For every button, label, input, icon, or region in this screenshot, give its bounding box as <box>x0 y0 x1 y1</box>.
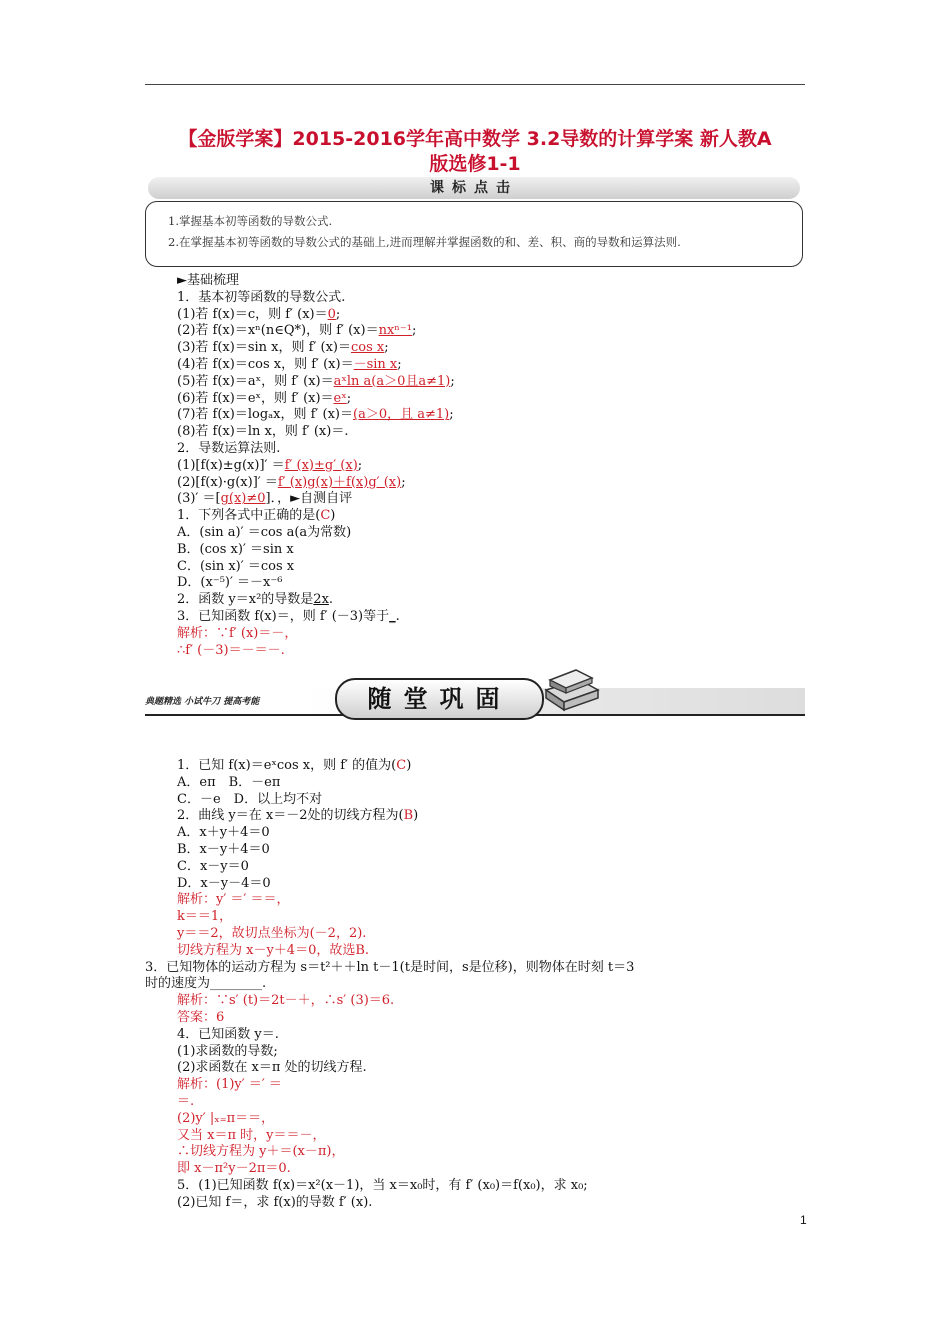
line-end: . <box>395 608 400 624</box>
line-text: 1．下列各式中正确的是( <box>177 508 321 524</box>
text-line <box>177 993 634 1010</box>
line-text: D．x－y－4＝0 <box>177 875 271 891</box>
line-end: ; <box>401 474 406 490</box>
line-text: 5．(1)已知函数 f(x)＝x²(x－1)，当 x＝x₀时，有 f′ (x₀)＝f(x₀)，求 x₀; <box>177 1177 588 1193</box>
line-end: ) <box>413 808 419 824</box>
text-line <box>177 559 455 576</box>
answer-text: nxⁿ⁻¹ <box>378 323 412 339</box>
line-text: k＝＝1， <box>177 909 233 925</box>
line-text: (2)若 f(x)＝xⁿ(n∈Q*)，则 f′ (x)＝ <box>177 323 379 339</box>
line-text: 即 x－π²y－2π＝0. <box>177 1161 291 1177</box>
text-line <box>177 575 455 592</box>
text-line <box>145 960 634 977</box>
line-text: A．eᴨ B．－eᴨ <box>177 774 281 790</box>
line-end: ; <box>397 356 402 372</box>
text-line <box>177 842 634 859</box>
title-line-1: 【金版学案】2015-2016学年高中数学 3.2导数的计算学案 新人教A <box>178 128 772 150</box>
objectives-box <box>145 201 803 267</box>
text-line <box>177 1161 634 1178</box>
text-line <box>177 525 455 542</box>
text-line <box>177 1010 634 1027</box>
line-end: ]．，►自测自评 <box>265 491 353 507</box>
text-line <box>177 340 455 357</box>
line-text: A．(sin a)′ ＝cos a(a为常数) <box>177 524 352 540</box>
line-text: 答案：6 <box>177 1009 225 1025</box>
text-line <box>177 307 455 324</box>
objective-2: 2.在掌握基本初等函数的导数公式的基础上,进而理解并掌握函数的和、差、积、商的导数和运算法则. <box>168 235 681 249</box>
line-text: 1．基本初等函数的导数公式. <box>177 289 346 305</box>
line-end: ; <box>357 457 363 473</box>
answer-text: C <box>396 758 407 773</box>
answer-text: 2x <box>313 592 329 608</box>
line-text: A．x＋y＋4＝0 <box>177 825 270 841</box>
text-line <box>177 1128 634 1145</box>
text-line <box>177 273 455 290</box>
text-line <box>177 876 634 893</box>
suitang-title-box <box>335 678 544 720</box>
answer-text: C <box>320 508 331 524</box>
page-number: 1 <box>800 1213 807 1227</box>
line-end: ; <box>384 340 389 356</box>
line-end: ) <box>330 508 336 524</box>
answer-text: B <box>403 808 414 824</box>
text-line <box>177 290 455 307</box>
line-end: ; <box>335 306 341 322</box>
line-text: 解析：∵s′ (t)＝2t－＋，∴s′ (3)＝6. <box>177 993 395 1009</box>
text-line <box>177 1178 634 1195</box>
line-text: 解析：(1)y′ ＝′ ＝ <box>177 1077 282 1093</box>
text-line <box>177 892 634 909</box>
objective-1: 1.掌握基本初等函数的导数公式. <box>168 214 333 228</box>
text-line <box>177 592 455 609</box>
line-text: (3)若 f(x)＝sin x，则 f′ (x)＝ <box>177 340 352 356</box>
answer-text: aˣln a(a＞0且a≠1) <box>333 373 451 389</box>
line-text: 又当 x＝π 时，y＝＝－， <box>177 1127 326 1143</box>
text-line <box>177 475 455 492</box>
answer-text: f′ (x)g(x)＋f(x)g′ (x) <box>277 474 402 490</box>
line-text: (8)若 f(x)＝ln x，则 f′ (x)＝. <box>177 424 349 440</box>
text-line <box>177 1111 634 1128</box>
header-rule <box>145 84 805 85</box>
line-text: (2)求函数在 x＝π 处的切线方程. <box>177 1060 367 1076</box>
line-text: B．x－y＋4＝0 <box>177 841 270 857</box>
line-text: 切线方程为 x－y＋4＝0，故选B. <box>177 942 370 958</box>
section-banner <box>148 177 800 199</box>
line-text: 解析：∵f′ (x)＝－， <box>177 625 298 641</box>
text-line <box>177 609 455 626</box>
text-line <box>177 626 455 643</box>
line-text: (1)若 f(x)＝c，则 f′ (x)＝ <box>177 306 328 322</box>
line-text: (6)若 f(x)＝eˣ，则 f′ (x)＝ <box>177 390 334 406</box>
line-end: ; <box>450 373 455 389</box>
books-icon <box>540 660 602 720</box>
line-end: . <box>328 592 334 608</box>
answer-text: g(x)≠0 <box>220 491 266 507</box>
line-text: (2)[f(x)·g(x)]′ ＝ <box>177 474 278 490</box>
line-text: D．(x⁻⁵)′ ＝－x⁻⁶ <box>177 575 283 591</box>
answer-text: 0 <box>327 306 336 322</box>
suitang-slogan: 典题精选 小试牛刀 提高考能 <box>145 697 260 707</box>
text-line <box>177 441 455 458</box>
line-text: y＝＝2，故切点坐标为(－2，2). <box>177 925 367 941</box>
line-text: ＝. <box>177 1093 195 1109</box>
text-line <box>177 943 634 960</box>
line-text: (3)′ ＝[ <box>177 491 221 507</box>
line-text: ∴切线方程为 y＋＝(x－π)， <box>177 1144 345 1160</box>
line-text: 2．函数 y＝x²的导数是 <box>177 592 314 608</box>
title-line-2: 版选修1-1 <box>429 153 521 175</box>
section-basics <box>177 273 455 659</box>
line-text: 3．已知函数 f(x)＝，则 f′ (－3)等于 <box>177 608 390 624</box>
line-text: ►基础梳理 <box>177 273 239 288</box>
line-text: B．(cos x)′ ＝sin x <box>177 541 294 557</box>
line-text: 1．已知 f(x)＝eˣcos x，则 f′ 的值为( <box>177 758 397 773</box>
text-line <box>177 508 455 525</box>
text-line <box>177 1077 634 1094</box>
text-line <box>177 323 455 340</box>
line-text: 解析：y′ ＝′ ＝＝， <box>177 892 290 908</box>
text-line <box>177 808 634 825</box>
text-line <box>177 424 455 441</box>
line-text: C．x－y＝0 <box>177 858 249 874</box>
line-end: ; <box>449 407 454 423</box>
text-line <box>177 542 455 559</box>
line-text: ∴f′ (－3)＝－＝－. <box>177 642 285 658</box>
page-title <box>130 127 820 177</box>
text-line <box>177 491 455 508</box>
line-text: C．－e D．以上均不对 <box>177 791 323 807</box>
answer-text: _ <box>389 608 396 624</box>
line-end: ) <box>406 758 412 773</box>
text-line <box>177 1044 634 1061</box>
text-line <box>177 758 634 775</box>
line-text: (5)若 f(x)＝aˣ，则 f′ (x)＝ <box>177 373 334 389</box>
answer-text: (a＞0，且 a≠1) <box>353 407 450 423</box>
line-text: (1)[f(x)±g(x)]′ ＝ <box>177 457 285 473</box>
text-line <box>177 458 455 475</box>
line-text: (4)若 f(x)＝cos x，则 f′ (x)＝ <box>177 356 354 372</box>
text-line <box>177 909 634 926</box>
line-text: 3．已知物体的运动方程为 s＝t²＋＋ln t－1(t是时间，s是位移)，则物体在时刻 t＝3 <box>145 959 635 975</box>
banner-label: 课标点击 <box>430 180 518 196</box>
line-text: (2)已知 f＝，求 f(x)的导数 f′ (x). <box>177 1194 373 1210</box>
text-line <box>177 1094 634 1111</box>
suitang-banner <box>145 658 805 730</box>
text-line <box>177 1027 634 1044</box>
text-line <box>177 374 455 391</box>
text-line <box>177 825 634 842</box>
text-line <box>177 643 455 660</box>
text-line <box>177 792 634 809</box>
section-practice <box>145 758 635 1212</box>
text-line <box>177 391 455 408</box>
text-line <box>145 976 634 993</box>
line-end: ; <box>346 390 352 406</box>
line-end: ; <box>412 323 417 339</box>
text-line <box>177 926 634 943</box>
text-line <box>177 775 634 792</box>
line-text: 4．已知函数 y＝. <box>177 1026 279 1042</box>
answer-text: eˣ <box>333 390 347 406</box>
answer-text: －sin x <box>353 356 398 372</box>
line-text: 时的速度为________. <box>145 976 267 992</box>
line-text: (1)求函数的导数; <box>177 1043 278 1059</box>
text-line <box>177 407 455 424</box>
line-text: (2)y′ |ₓ₌π＝＝， <box>177 1110 275 1126</box>
line-text: C．(sin x)′ ＝cos x <box>177 558 295 574</box>
line-text: 2．曲线 y＝在 x＝－2处的切线方程为( <box>177 808 404 824</box>
line-text: (7)若 f(x)＝logₐx，则 f′ (x)＝ <box>177 407 353 423</box>
answer-text: f′ (x)±g′ (x) <box>284 457 358 473</box>
text-line <box>177 1195 634 1212</box>
text-line <box>177 357 455 374</box>
text-line <box>177 1144 634 1161</box>
answer-text: cos x <box>351 340 385 356</box>
text-line <box>177 1060 634 1077</box>
line-text: 2．导数运算法则. <box>177 440 281 456</box>
text-line <box>177 859 634 876</box>
suitang-title: 随堂巩固 <box>367 684 512 713</box>
